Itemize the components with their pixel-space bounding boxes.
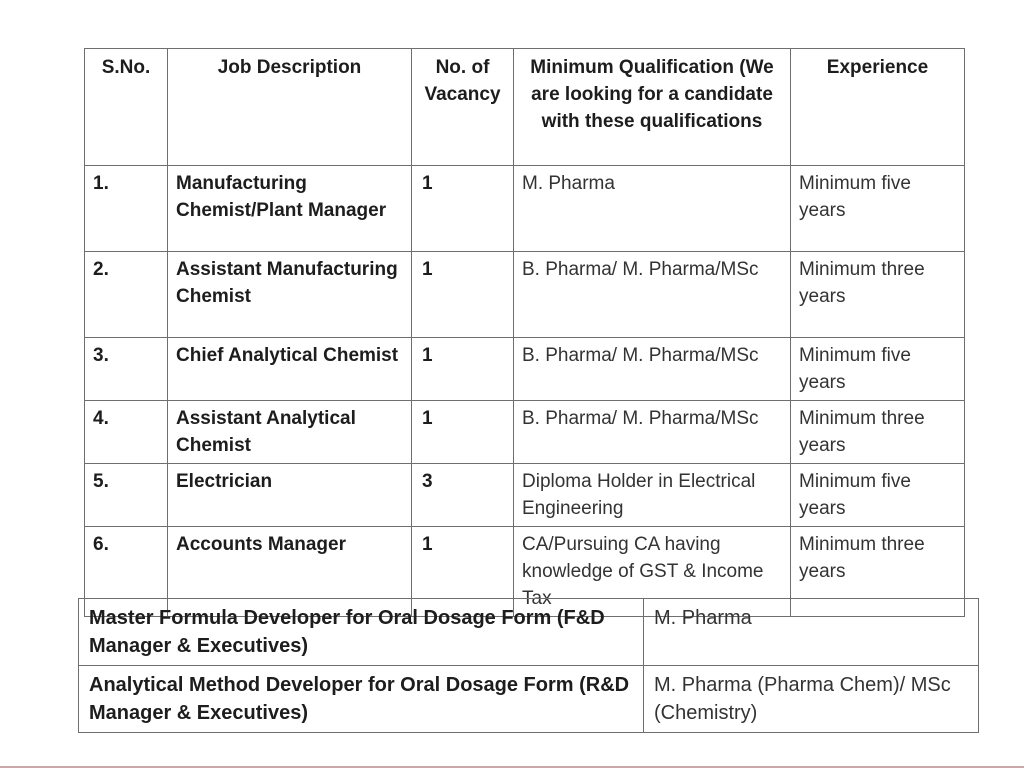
row-sno: 5. (85, 464, 168, 527)
row-sno: 4. (85, 401, 168, 464)
row-vacancy: 1 (412, 401, 514, 464)
role-qualification: M. Pharma (644, 599, 979, 666)
header-minimum-qualification: Minimum Qualification (We are looking for a candidate with these qualifications (514, 49, 791, 166)
row-vacancy: 3 (412, 464, 514, 527)
header-job-description: Job Description (168, 49, 412, 166)
row-experience: Minimum five years (791, 464, 965, 527)
row-experience: Minimum five years (791, 166, 965, 252)
row-qualification: B. Pharma/ M. Pharma/MSc (514, 338, 791, 401)
row-vacancy: 1 (412, 252, 514, 338)
table-row (85, 166, 965, 252)
table-row (85, 401, 965, 464)
job-vacancy-table (84, 48, 965, 617)
row-qualification: M. Pharma (514, 166, 791, 252)
table-row (85, 464, 965, 527)
row-job-description: Accounts Manager (168, 527, 412, 617)
header-sno: S.No. (85, 49, 168, 166)
table-row (85, 252, 965, 338)
header-vacancy: No. of Vacancy (412, 49, 514, 166)
additional-roles-table (78, 598, 979, 733)
row-vacancy: 1 (412, 166, 514, 252)
table-row (79, 666, 979, 733)
row-experience: Minimum three years (791, 527, 965, 617)
row-vacancy: 1 (412, 527, 514, 617)
row-sno: 2. (85, 252, 168, 338)
row-sno: 1. (85, 166, 168, 252)
row-job-description: Manufacturing Chemist/Plant Manager (168, 166, 412, 252)
row-experience: Minimum three years (791, 252, 965, 338)
row-experience: Minimum three years (791, 401, 965, 464)
row-job-description: Assistant Analytical Chemist (168, 401, 412, 464)
row-sno: 3. (85, 338, 168, 401)
role-description: Master Formula Developer for Oral Dosage Form (F&D Manager & Executives) (79, 599, 644, 666)
row-qualification: CA/Pursuing CA having knowledge of GST & Income Tax (514, 527, 791, 617)
table-row (79, 599, 979, 666)
row-sno: 6. (85, 527, 168, 617)
row-job-description: Electrician (168, 464, 412, 527)
row-qualification: Diploma Holder in Electrical Engineering (514, 464, 791, 527)
role-qualification: M. Pharma (Pharma Chem)/ MSc (Chemistry) (644, 666, 979, 733)
table-header-row (85, 49, 965, 166)
row-job-description: Assistant Manufacturing Chemist (168, 252, 412, 338)
header-experience: Experience (791, 49, 965, 166)
row-vacancy: 1 (412, 338, 514, 401)
row-qualification: B. Pharma/ M. Pharma/MSc (514, 252, 791, 338)
row-qualification: B. Pharma/ M. Pharma/MSc (514, 401, 791, 464)
table-row (85, 338, 965, 401)
row-experience: Minimum five years (791, 338, 965, 401)
row-job-description: Chief Analytical Chemist (168, 338, 412, 401)
role-description: Analytical Method Developer for Oral Dosage Form (R&D Manager & Executives) (79, 666, 644, 733)
